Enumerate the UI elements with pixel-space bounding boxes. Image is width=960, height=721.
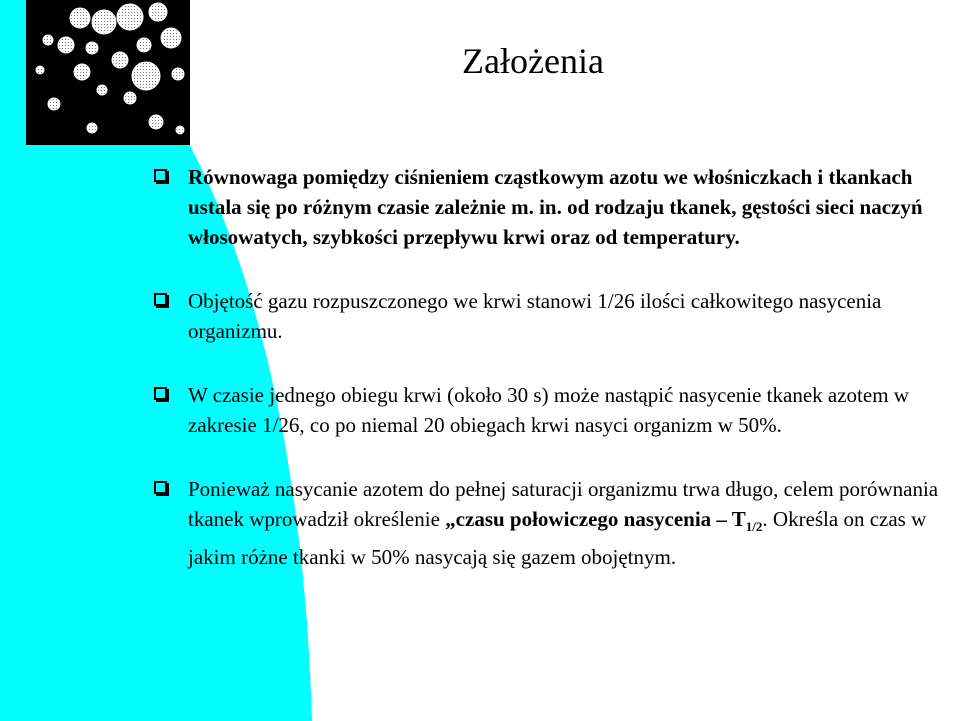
bullet-text-bold: „czasu połowiczego nasycenia – T [445,507,746,531]
bullet-text: W czasie jednego obiegu krwi (około 30 s) może nastąpić nasycenie tkanek azotem w zakresie 1/26, co po niemal 20 obiegach krwi nasyci organizm w 50%. [188,383,909,437]
bullet-item-4 [152,474,952,572]
bullet-item-3 [152,380,952,440]
bullet-text: Objętość gazu rozpuszczonego we krwi stanowi 1/26 ilości całkowitego nasycenia organizmu. [188,289,882,343]
checkbox-square-icon [154,481,167,494]
checkbox-square-icon [154,387,167,400]
bullet-item-2 [152,286,952,346]
bullet-text-part1: Ponieważ nasycanie azotem do pełnej saturacji organizmu trwa długo, celem porównania tkanek wprowadził określenie [188,477,939,531]
bullet-list [152,162,952,572]
bullet-item-1 [152,162,952,252]
bullet-text-part2: . Określa on czas w jakim różne tkanki w 50% nasycają się gazem obojętnym. [188,507,927,570]
bullet-text-subscript: 1/2 [745,519,763,535]
checkbox-square-icon [154,293,167,306]
bullet-text: Równowaga pomiędzy ciśnieniem cząstkowym azotu we włośniczkach i tkankach ustala się po różnym czasie zależnie m. in. od rodzaju tkanek, gęstości sieci naczyń włosowatych, szybkości przepływu krwi oraz od temperatury. [188,165,923,249]
checkbox-square-icon [154,169,167,182]
page-title: Założenia [462,41,604,81]
